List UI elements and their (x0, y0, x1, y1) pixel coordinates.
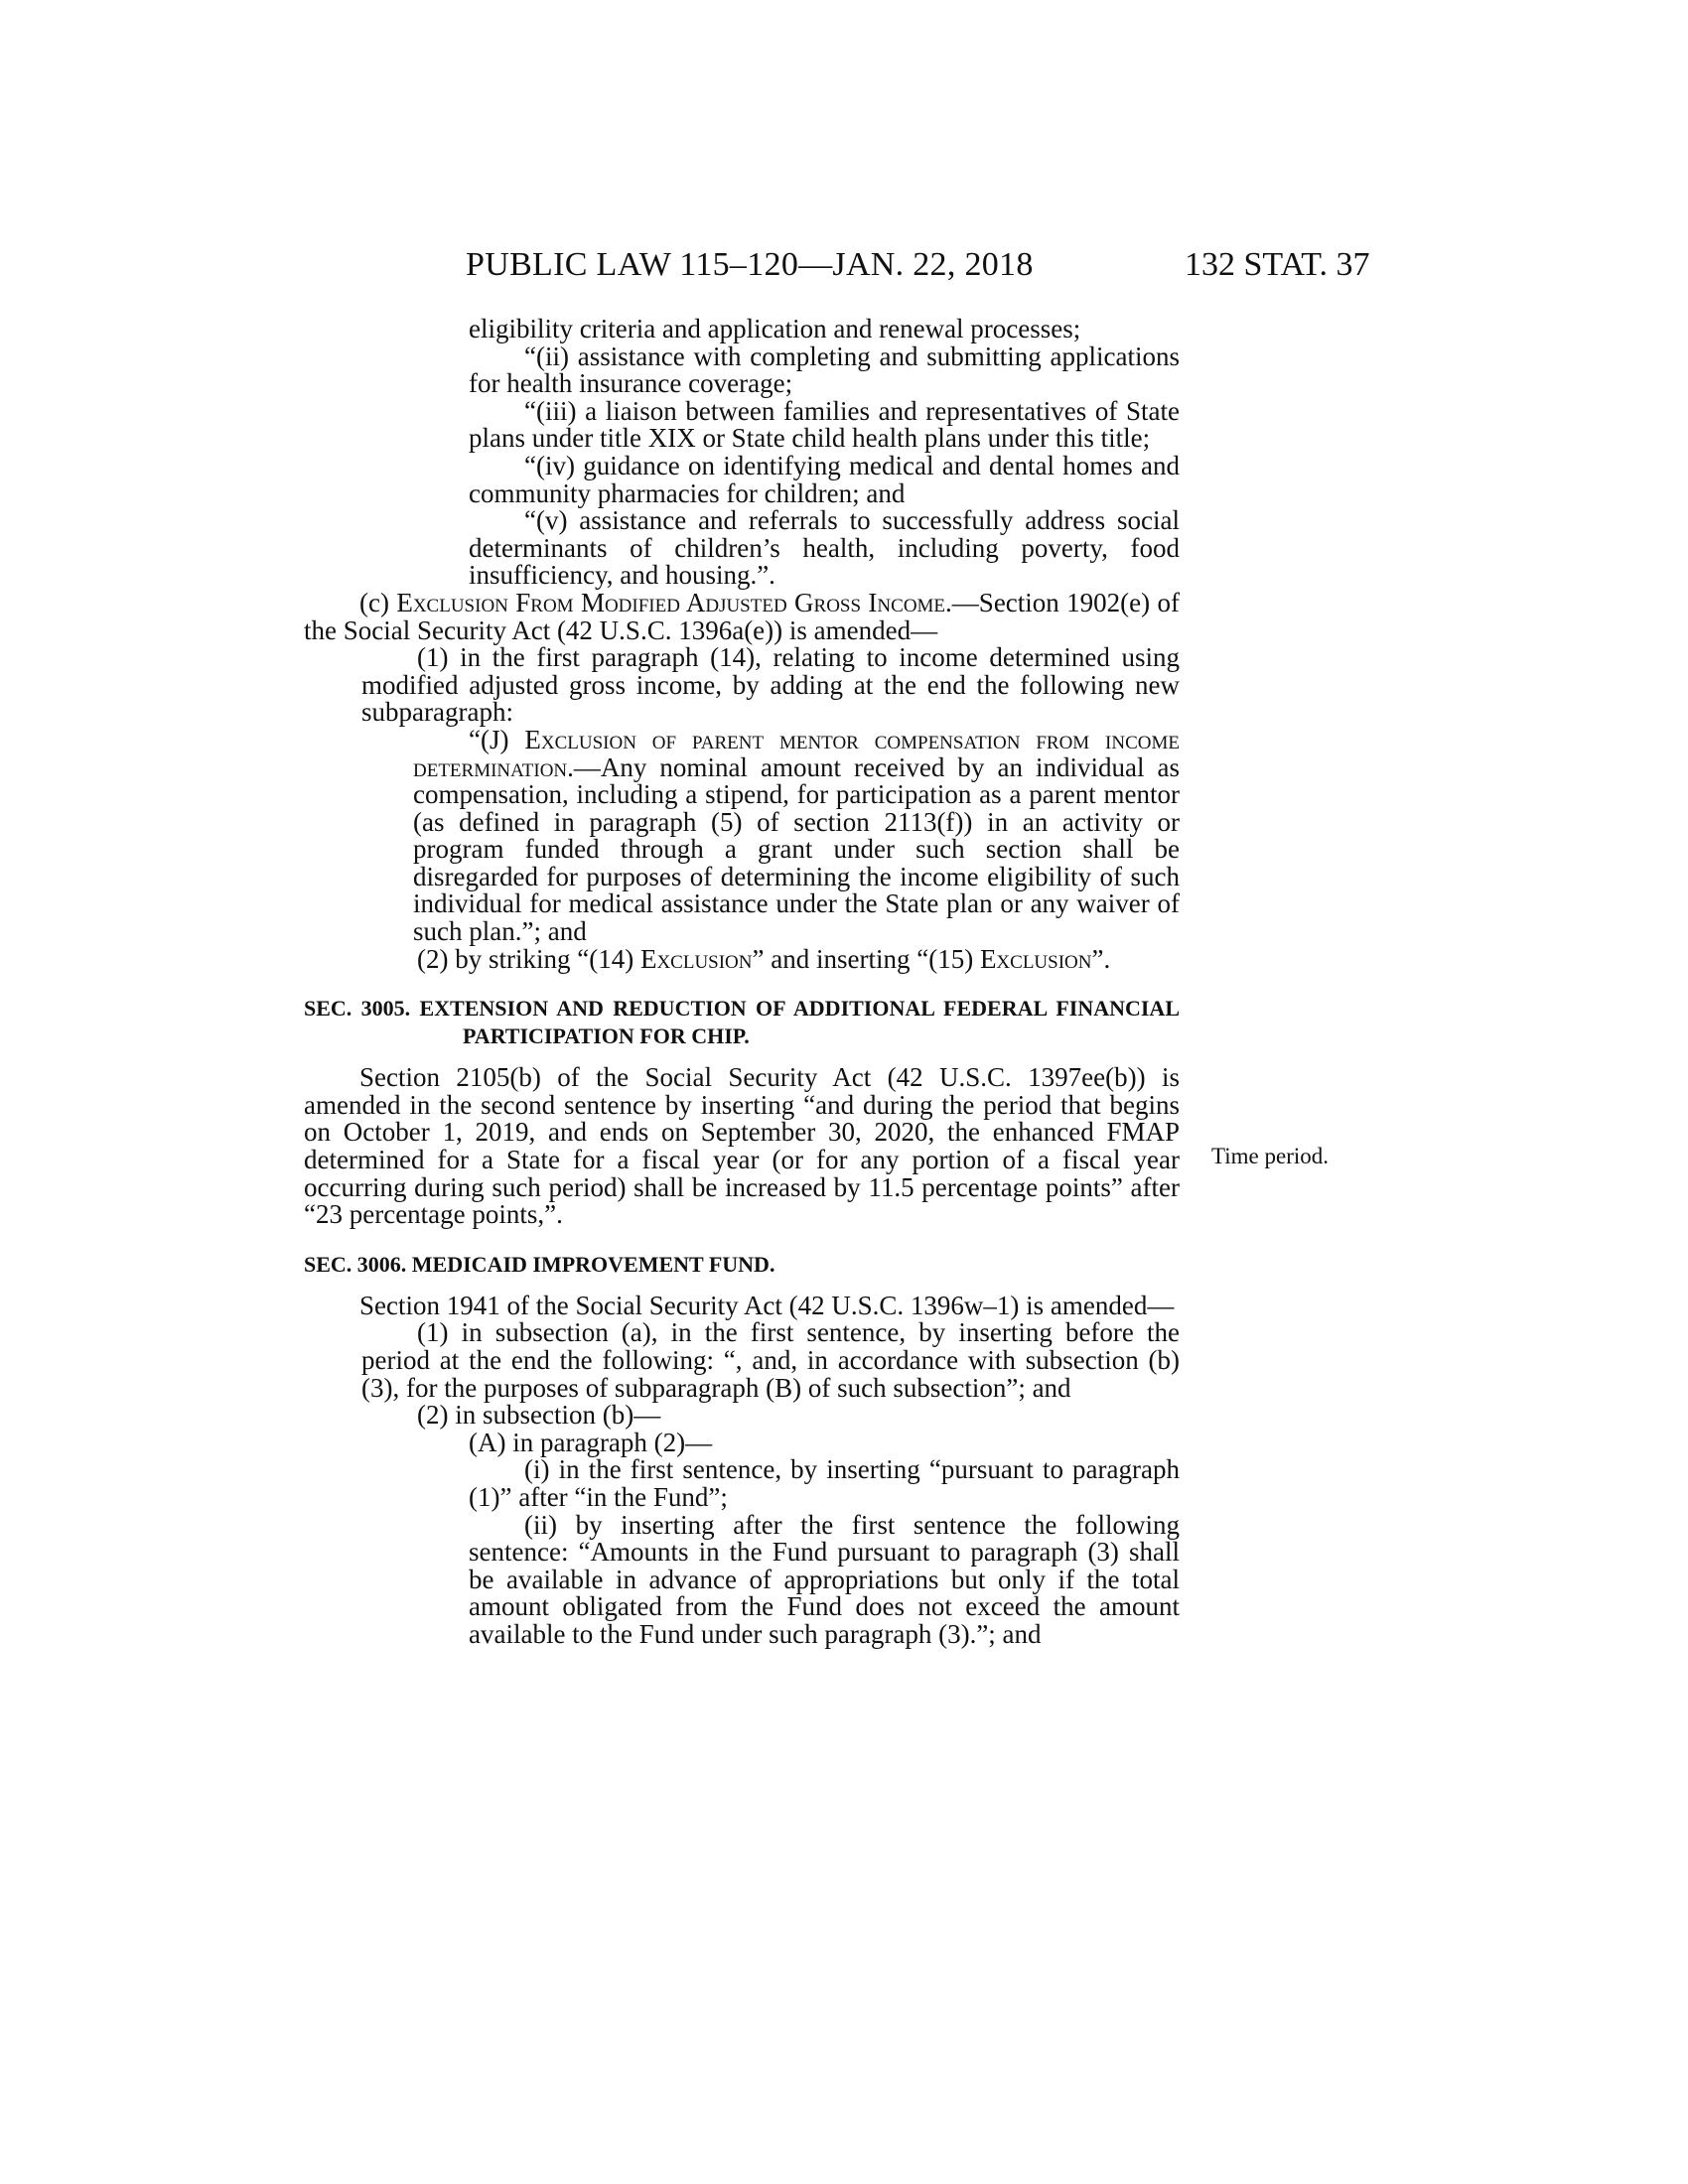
paragraph-c-2-exclusion-2: Exclusion (979, 943, 1092, 974)
clause-iv: “(iv) guidance on identifying medical and dental homes and community pharmacies for children; and (469, 450, 1180, 508)
section-3006-heading: SEC. 3006. MEDICAID IMPROVEMENT FUND. (304, 1251, 775, 1277)
paragraph-c-2-part-b: ” and inserting “(15) (752, 943, 980, 974)
section-3006-clause-ii: (ii) by inserting after the first sentence the following sentence: “Amounts in the Fund pursuant to paragraph (3) shall be available in advance of appropriations but only if the total amount obligated from the Fund does not exceed the amount available to the Fund under such paragraph (3).”; and (469, 1509, 1180, 1649)
section-3006-paragraph-1: (1) in subsection (a), in the first sentence, by inserting before the period at the end the following: “, and, in accordance with subsection (b)(3), for the purposes of subparagraph (B) of such subsection”; and (361, 1317, 1180, 1403)
paragraph-c-1: (1) in the first paragraph (14), relating to income determined using modified adjusted gross income, by adding at the end the following new subparagraph: (361, 642, 1180, 728)
paragraph-eligibility-criteria: eligibility criteria and application and renewal processes; (469, 314, 1081, 343)
section-3006-body: Section 1941 of the Social Security Act (42 U.S.C. 1396w–1) is amended— (359, 1290, 1175, 1320)
subparagraph-j-lead: “(J) (469, 724, 525, 754)
subsection-c-heading: Exclusion From Modified Adjusted Gross Income (396, 587, 946, 617)
subparagraph-j-heading: Exclusion of parent mentor compensation from income determination (413, 724, 1180, 782)
clause-v: “(v) assistance and referrals to successfully address social determinants of children’s health, including poverty, food insufficiency, and housing.”. (469, 505, 1180, 591)
section-3006-subparagraph-a: (A) in paragraph (2)— (469, 1427, 713, 1457)
section-3005-heading: SEC. 3005. EXTENSION AND REDUCTION OF ADDITIONAL FEDERAL FINANCIAL PARTICIPATION FOR CHIP. (304, 996, 1180, 1049)
subsection-c-text: .—Section 1902(e) of the Social Security Act (42 U.S.C. 1396a(e)) is amended— (304, 587, 1180, 645)
section-3006-paragraph-2: (2) in subsection (b)— (417, 1400, 661, 1431)
subparagraph-j-text: .—Any nominal amount received by an individual as compensation, including a stipend, for participation as a parent mentor (as defined in paragraph (5) of section 2113(f)) in an activity or program funded through a grant under such section shall be disregarded for purposes of determining the income eligibility of such individual for medical assistance under the State plan or any waiver of such plan.”; and (413, 751, 1180, 947)
section-3006-clause-i: (i) in the first sentence, by inserting “pursuant to paragraph (1)” after “in the Fund”; (469, 1454, 1180, 1512)
paragraph-c-2-part-a: (2) by striking “(14) (417, 943, 640, 974)
margin-note: Time period. (1211, 1144, 1329, 1168)
clause-iii: “(iii) a liaison between families and representatives of State plans under title XIX or State child health plans under this title; (469, 395, 1180, 454)
document-body (304, 316, 1180, 1649)
paragraph-c-2-part-c: ”. (1091, 943, 1111, 974)
page-header-stat-number: 132 STAT. 37 (1185, 246, 1370, 283)
subparagraph-j (413, 724, 1180, 947)
section-3005-body: Section 2105(b) of the Social Security Act (42 U.S.C. 1397ee(b)) is amended in the second sentence by inserting “and during the period that begins on October 1, 2019, and ends on September 30, 2020, the enhanced FMAP determined for a State for a fiscal year (or for any portion of a fiscal year occurring during such period) shall be increased by 11.5 percentage points” after “23 percentage points,”. (304, 1062, 1180, 1230)
page-header-title: PUBLIC LAW 115–120—JAN. 22, 2018 (466, 246, 1034, 283)
paragraph-c-2 (361, 943, 1180, 974)
paragraph-c-2-exclusion-1: Exclusion (639, 943, 753, 974)
subsection-c-lead: (c) (359, 587, 397, 617)
subsection-c (304, 587, 1180, 645)
clause-ii: “(ii) assistance with completing and submitting applications for health insurance coverage; (469, 341, 1180, 399)
